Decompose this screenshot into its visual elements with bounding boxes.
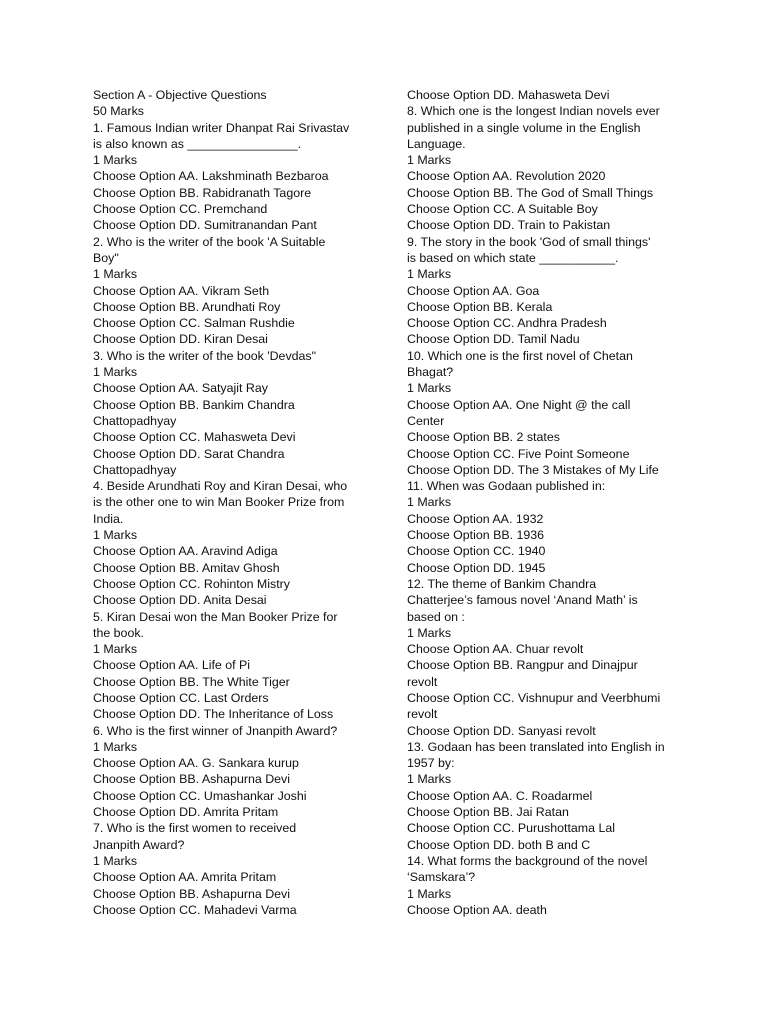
text-line: 1 Marks <box>93 853 138 868</box>
text-line: 2. Who is the writer of the book 'A Suitable <box>93 234 326 249</box>
text-line: revolt <box>407 674 438 689</box>
text-line: Choose Option AA. 1932 <box>407 511 544 526</box>
text-line: Choose Option AA. Lakshminath Bezbaroa <box>93 169 329 184</box>
text-line: Choose Option AA. Life of Pi <box>93 658 251 673</box>
text-line: Choose Option CC. Vishnupur and Veerbhumi <box>407 690 661 705</box>
text-line: is the other one to win Man Booker Prize from <box>93 495 345 510</box>
text-line: revolt <box>407 707 438 722</box>
text-line: Choose Option DD. Amrita Pritam <box>93 805 279 820</box>
text-line: Choose Option DD. Train to Pakistan <box>407 218 611 233</box>
text-line: 1 Marks <box>407 625 452 640</box>
text-line: Choose Option AA. Amrita Pritam <box>93 870 277 885</box>
text-line: Choose Option CC. Umashankar Joshi <box>93 788 307 803</box>
text-line: Choose Option DD. The 3 Mistakes of My Life <box>407 462 659 477</box>
text-line: Choose Option BB. Rabidranath Tagore <box>93 185 312 200</box>
text-line: Choose Option CC. Mahadevi Varma <box>93 902 297 917</box>
text-line: Choose Option BB. Jai Ratan <box>407 805 569 820</box>
text-line: Choose Option DD. both B and C <box>407 837 591 852</box>
text-line: 1 Marks <box>407 886 452 901</box>
text-line: Language. <box>407 136 466 151</box>
left-column <box>93 87 365 918</box>
text-line: based on : <box>407 609 465 624</box>
text-line: Choose Option DD. Sarat Chandra <box>93 446 285 461</box>
text-line: Jnanpith Award? <box>93 837 185 852</box>
text-line: 8. Which one is the longest Indian novels ever <box>407 104 660 119</box>
text-line: Choose Option DD. Mahasweta Devi <box>407 88 610 102</box>
text-line: Choose Option DD. Kiran Desai <box>93 332 268 347</box>
right-column <box>407 87 679 918</box>
text-line: Choose Option CC. Five Point Someone <box>407 446 630 461</box>
text-line: Choose Option BB. Arundhati Roy <box>93 299 281 314</box>
text-line: Choose Option BB. Rangpur and Dinajpur <box>407 658 638 673</box>
text-line: 1. Famous Indian writer Dhanpat Rai Srivastav <box>93 120 350 135</box>
text-line: 14. What forms the background of the novel <box>407 853 648 868</box>
text-line: 7. Who is the first women to received <box>93 821 297 836</box>
text-line: Chattopadhyay <box>93 413 177 428</box>
text-line: Choose Option CC. 1940 <box>407 544 546 559</box>
text-line: 1 Marks <box>93 365 138 380</box>
text-line: Choose Option DD. The Inheritance of Loss <box>93 707 334 722</box>
text-line: India. <box>93 511 124 526</box>
text-line: Section A - Objective Questions <box>93 88 267 102</box>
text-line: 4. Beside Arundhati Roy and Kiran Desai, who <box>93 479 348 494</box>
text-line: Choose Option BB. Amitav Ghosh <box>93 560 280 575</box>
text-line: Choose Option CC. Andhra Pradesh <box>407 316 607 331</box>
text-line: 1 Marks <box>407 267 452 282</box>
text-line: 13. Godaan has been translated into English in <box>407 739 665 754</box>
text-line: Choose Option BB. The God of Small Things <box>407 185 654 200</box>
text-line: Choose Option CC. Salman Rushdie <box>93 316 295 331</box>
text-line: Choose Option AA. Aravind Adiga <box>93 544 278 559</box>
text-line: Choose Option BB. 1936 <box>407 528 545 543</box>
text-line: 1 Marks <box>407 153 452 168</box>
text-line: Choose Option DD. 1945 <box>407 560 546 575</box>
text-line: 1 Marks <box>93 739 138 754</box>
text-line: 5. Kiran Desai won the Man Booker Prize for <box>93 609 338 624</box>
text-line: 3. Who is the writer of the book 'Devdas" <box>93 348 317 363</box>
text-line: 50 Marks <box>93 104 144 119</box>
text-line: 10. Which one is the first novel of Chetan <box>407 348 633 363</box>
text-line: 1 Marks <box>407 495 452 510</box>
text-line: Choose Option CC. Mahasweta Devi <box>93 430 296 445</box>
text-line: Choose Option BB. Ashapurna Devi <box>93 886 290 901</box>
text-line: Choose Option AA. Revolution 2020 <box>407 169 606 184</box>
text-line: Choose Option AA. Goa <box>407 283 540 298</box>
text-line: Choose Option AA. C. Roadarmel <box>407 788 593 803</box>
text-line: Chatterjee’s famous novel ‘Anand Math’ is <box>407 593 638 608</box>
text-line: Choose Option DD. Sanyasi revolt <box>407 723 596 738</box>
text-line: 1 Marks <box>93 153 138 168</box>
text-line: published in a single volume in the English <box>407 120 641 135</box>
text-line: Bhagat? <box>407 365 454 380</box>
text-line: is based on which state ___________. <box>407 250 619 265</box>
text-line: Choose Option BB. Kerala <box>407 299 553 314</box>
text-line: Choose Option DD. Sumitranandan Pant <box>93 218 317 233</box>
text-line: Choose Option AA. death <box>407 902 547 917</box>
text-line: 9. The story in the book 'God of small things' <box>407 234 651 249</box>
text-line: Choose Option AA. Satyajit Ray <box>93 381 268 396</box>
text-line: Choose Option CC. A Suitable Boy <box>407 202 598 217</box>
text-line: Choose Option AA. Vikram Seth <box>93 283 270 298</box>
text-line: Choose Option AA. G. Sankara kurup <box>93 756 299 771</box>
text-line: 1 Marks <box>93 642 138 657</box>
text-line: 1957 by: <box>407 756 455 771</box>
text-line: Choose Option AA. One Night @ the call <box>407 397 631 412</box>
text-line: Choose Option CC. Last Orders <box>93 690 269 705</box>
text-line: 1 Marks <box>407 381 452 396</box>
text-line: 12. The theme of Bankim Chandra <box>407 576 597 591</box>
text-line: Choose Option CC. Purushottama Lal <box>407 821 615 836</box>
text-line: Choose Option BB. Bankim Chandra <box>93 397 295 412</box>
text-line: Choose Option DD. Anita Desai <box>93 593 267 608</box>
text-line: Choose Option CC. Premchand <box>93 202 268 217</box>
text-line: is also known as ________________. <box>93 136 302 151</box>
text-line: Choose Option CC. Rohinton Mistry <box>93 576 290 591</box>
text-line: Boy" <box>93 250 119 265</box>
text-line: ‘Samskara’? <box>407 870 476 885</box>
text-line: 1 Marks <box>93 528 138 543</box>
text-line: Choose Option BB. The White Tiger <box>93 674 290 689</box>
text-line: 1 Marks <box>407 772 452 787</box>
text-line: 1 Marks <box>93 267 138 282</box>
text-line: Choose Option BB. Ashapurna Devi <box>93 772 290 787</box>
text-line: 11. When was Godaan published in: <box>407 479 606 494</box>
text-line: Choose Option AA. Chuar revolt <box>407 642 584 657</box>
text-line: the book. <box>93 625 144 640</box>
text-line: Center <box>407 413 445 428</box>
text-line: Choose Option DD. Tamil Nadu <box>407 332 580 347</box>
text-line: Choose Option BB. 2 states <box>407 430 560 445</box>
text-line: 6. Who is the first winner of Jnanpith Award? <box>93 723 338 738</box>
text-line: Chattopadhyay <box>93 462 177 477</box>
